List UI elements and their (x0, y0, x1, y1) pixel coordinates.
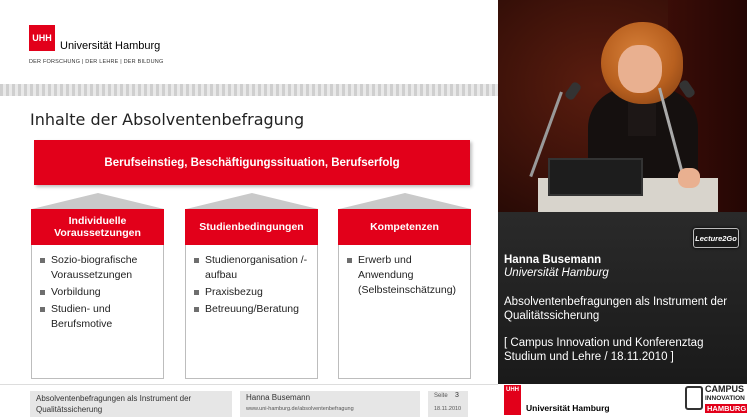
column-competencies (338, 193, 471, 379)
list-item: Studienorganisation /-aufbau (194, 253, 311, 283)
speaker-face (618, 45, 662, 93)
uhh-logo-mark: UHH (29, 25, 55, 51)
footer-date: 18.11.2010 (434, 406, 462, 412)
column-individual-prerequisites (31, 193, 164, 379)
university-name: Universität Hamburg (526, 403, 610, 413)
column-roof (186, 193, 318, 209)
list-item: Vorbildung (40, 285, 157, 300)
university-motto: DER FORSCHUNG | DER LEHRE | DER BILDUNG (29, 59, 164, 65)
university-name: Universität Hamburg (60, 40, 161, 52)
footer-page-number: 3 (455, 392, 459, 399)
talk-title: Absolventenbefragungen als Instrument der Qualitätssicherung (504, 296, 728, 322)
slide-header (0, 0, 498, 96)
microphone-icon (564, 81, 583, 101)
column-body (31, 245, 164, 379)
footer-logos (498, 384, 747, 420)
list-item: Betreuung/Beratung (194, 302, 311, 317)
slide-footer (0, 384, 498, 420)
footer-page-label: Seite (434, 393, 448, 399)
speaker-video[interactable] (498, 0, 747, 212)
campus-innovation-logo: CAMPUS INNOVATION HAMBURG (705, 384, 747, 413)
column-heading: Studienbedingungen (185, 209, 318, 245)
slide-title: Inhalte der Absolventenbefragung (30, 110, 305, 129)
uhh-logo-mark: UHH (504, 385, 521, 415)
footer-url: www.uni-hamburg.de/absolventenbefragung (246, 406, 354, 412)
campus-innovation-logo-icon (685, 386, 703, 410)
footer-talk-title: Absolventenbefragungen als Instrument der Qualitätssicherung (36, 394, 192, 414)
speaker-hand (678, 168, 700, 188)
list-item: Praxisbezug (194, 285, 311, 300)
column-body (185, 245, 318, 379)
speaker-name: Hanna Busemann (504, 254, 602, 266)
column-heading: Individuelle Voraussetzungen (31, 209, 164, 245)
column-roof (32, 193, 164, 209)
laptop (548, 158, 643, 196)
event-info: [ Campus Innovation und Konferenztag Studium und Lehre / 18.11.2010 ] (504, 337, 704, 363)
column-heading: Kompetenzen (338, 209, 471, 245)
column-study-conditions (185, 193, 318, 379)
footer-presenter: Hanna Busemann (246, 393, 311, 402)
speaker-affiliation: Universität Hamburg (504, 267, 609, 279)
lecture-info-panel (498, 212, 747, 384)
list-item: Erwerb und Anwendung (Selbsteinschätzung) (347, 253, 464, 298)
header-divider (0, 84, 498, 96)
list-item: Studien- und Berufsmotive (40, 302, 157, 332)
column-roof (339, 193, 471, 209)
topic-banner: Berufseinstieg, Beschäftigungssituation, Berufserfolg (34, 140, 470, 185)
lecture2go-badge[interactable]: Lecture2Go (693, 228, 739, 248)
column-body (338, 245, 471, 379)
list-item: Sozio-biografische Voraussetzungen (40, 253, 157, 283)
